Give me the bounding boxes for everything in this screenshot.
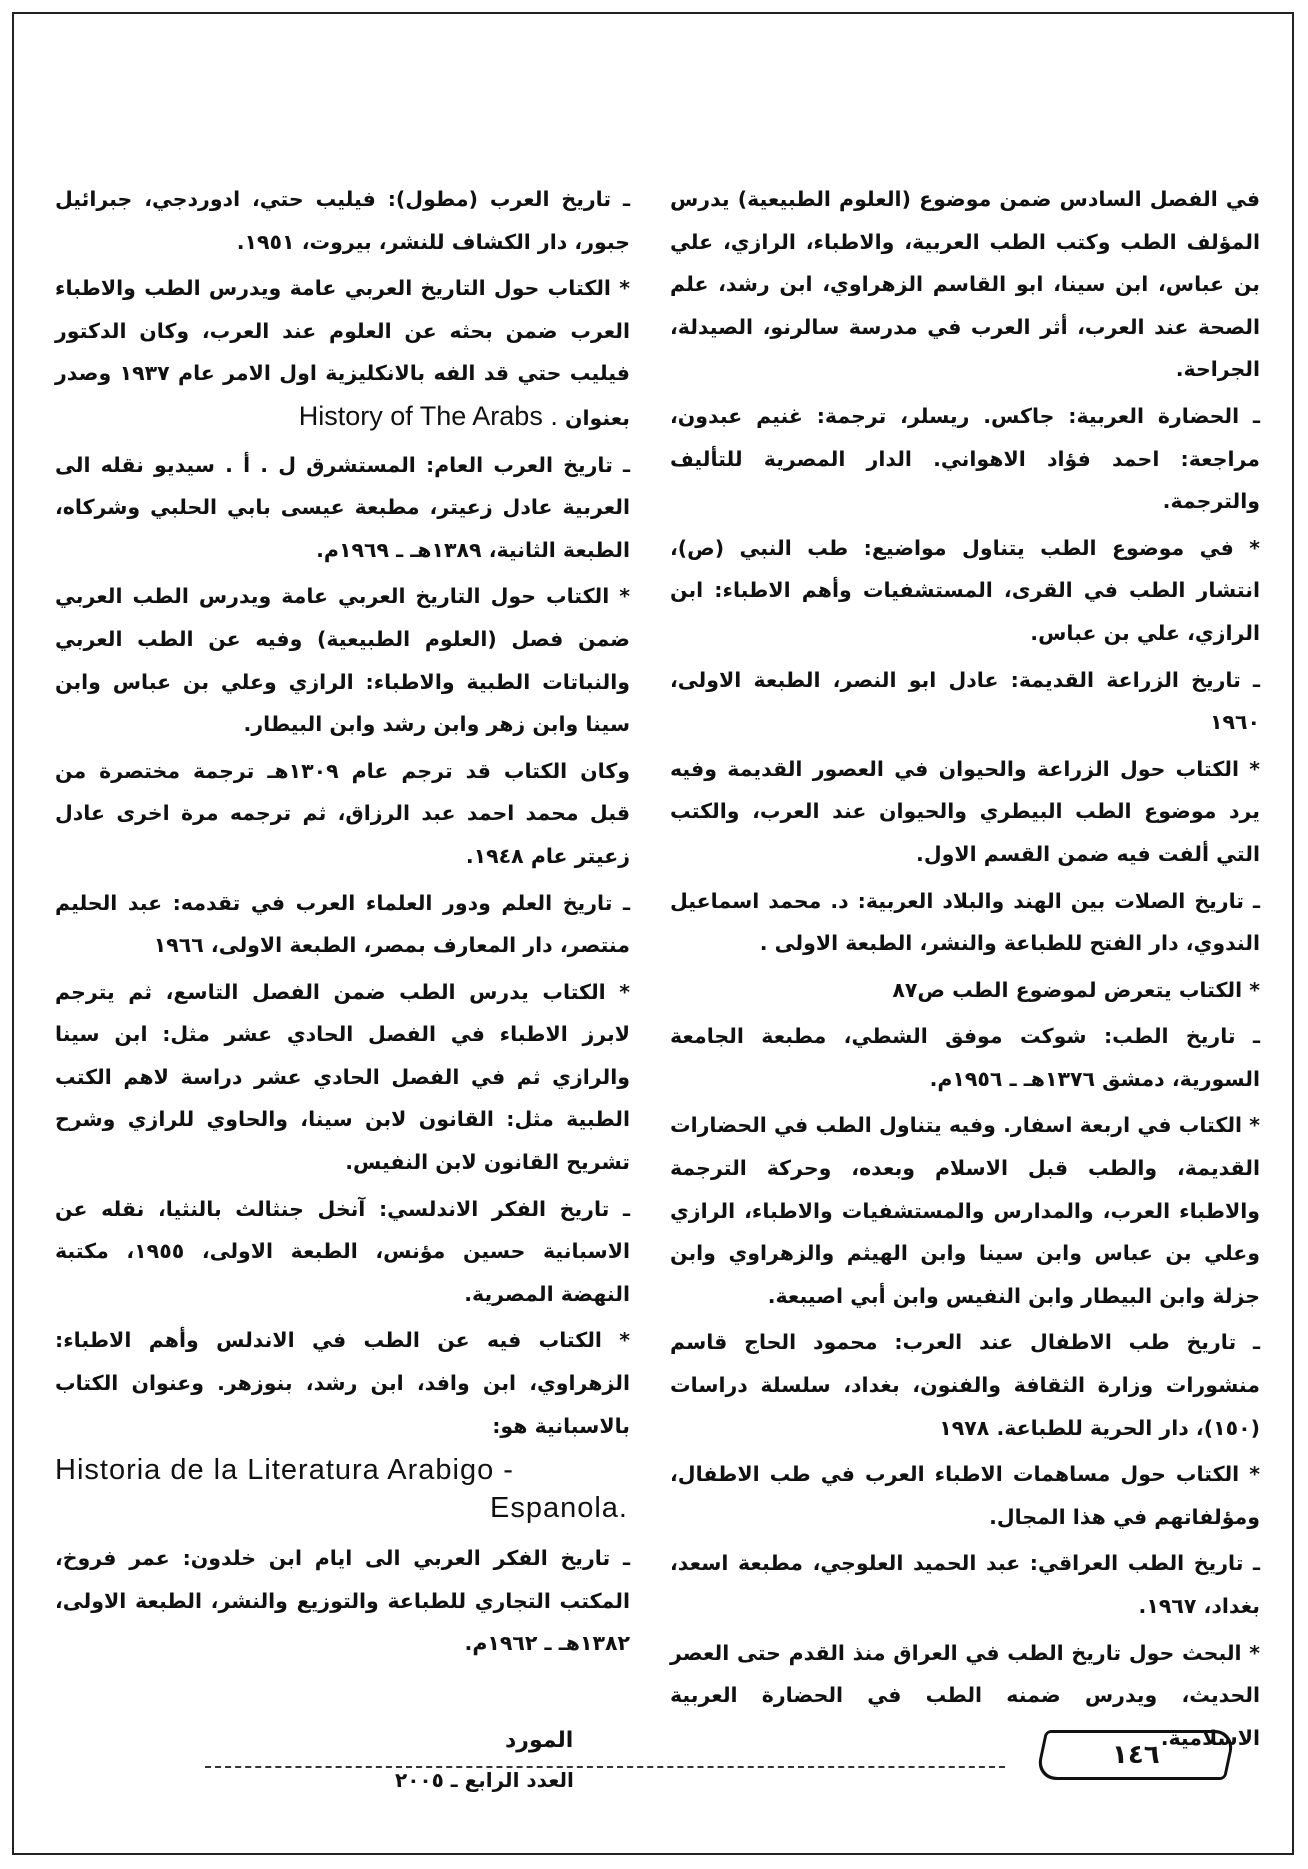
paragraph: في الفصل السادس ضمن موضوع (العلوم الطبيعية) يدرس المؤلف الطب وكتب الطب العربية، والاطباء، الرازي، علي بن عباس، ابن سينا، ابو القاسم الزهراوي، ابن رشد، علم الصحة عند العرب، أثر العرب في مدرسة سالرنو، الصيدلة، الجراحة. (670, 187, 1260, 382)
paragraph: * الكتاب حول التاريخ العربي عامة ويدرس الطب العربي ضمن فصل (العلوم الطبيعية) وفيه عن الطب العربي والنباتات الطبية والاطباء: الرازي وعلي بن عباس وابن سينا وابن زهر وابن رشد وابن البيطار. (55, 584, 630, 737)
paragraph: ـ تاريخ العرب العام: المستشرق ل . أ . سيديو نقله الى العربية عادل زعيتر، مطبعة عيسى بابي الحلبي وشركاه، الطبعة الثانية، ١٣٨٩هـ ـ ١٩٦٩م. (55, 452, 630, 562)
paragraph: * الكتاب حول الزراعة والحيوان في العصور القديمة وفيه يرد موضوع الطب البيطري والحيوان عند العرب، والكتب التي ألفت فيه ضمن القسم الاول. (670, 756, 1260, 866)
magazine-name: المورد (505, 1728, 574, 1753)
paragraph: * في موضوع الطب يتناول مواضيع: طب النبي (ص)، انتشار الطب في القرى، المستشفيات وأهم الاطباء: ابن الرازي، علي بن عباس. (670, 535, 1260, 645)
footer-divider (205, 1766, 1005, 1768)
paragraph: ـ تاريخ الفكر العربي الى ايام ابن خلدون: عمر فروخ، المكتب التجاري للطباعة والتوزيع والنشر، الطبعة الاولى، ١٣٨٢هـ ـ ١٩٦٢م. (55, 1546, 630, 1656)
paragraph: * الكتاب يتعرض لموضوع الطب ص٨٧ (892, 977, 1260, 1002)
page-footer (205, 1728, 1265, 1798)
paragraph: ـ تاريخ طب الاطفال عند العرب: محمود الحاج قاسم منشورات وزارة الثقافة والفنون، بغداد، سلسلة دراسات (١٥٠)، دار الحرية للطباعة. ١٩٧٨ (670, 1330, 1260, 1440)
page-number: ١٤٦ (1111, 1740, 1160, 1770)
paragraph: ـ تاريخ الزراعة القديمة: عادل ابو النصر، الطبعة الاولى، ١٩٦٠ (670, 667, 1260, 735)
paragraph: * الكتاب فيه عن الطب في الاندلس وأهم الاطباء: الزهراوي، ابن وافد، ابن رشد، بنوزهر. وعنوان الكتاب بالاسبانية هو: (55, 1328, 630, 1438)
paragraph: ـ تاريخ الفكر الاندلسي: آنخل جنثالث بالنثيا، نقله عن الاسبانية حسين مؤنس، الطبعة الاولى، ١٩٥٥، مكتبة النهضة المصرية. (55, 1196, 630, 1306)
paragraph: ـ تاريخ العرب (مطول): فيليب حتي، ادوردجي، جبرائيل جبور، دار الكشاف للنشر، بيروت، ١٩٥١. (55, 187, 630, 254)
right-column (670, 178, 1260, 1763)
paragraph: ـ تاريخ العلم ودور العلماء العرب في تقدمه: عبد الحليم منتصر، دار المعارف بمصر، الطبعة الاولى، ١٩٦٦ (55, 890, 630, 958)
page-number-badge (1035, 1730, 1237, 1780)
spanish-title-line: Historia de la Literatura Arabigo - (55, 1454, 514, 1487)
spanish-title-line: Espanola. (490, 1492, 628, 1525)
paragraph: ـ تاريخ الصلات بين الهند والبلاد العربية: د. محمد اسماعيل الندوي، دار الفتح للطباعة والنشر، الطبعة الاولى . (670, 888, 1260, 956)
paragraph: وكان الكتاب قد ترجم عام ١٣٠٩هـ ترجمة مختصرة من قبل محمد احمد عبد الرزاق، ثم ترجمه مرة اخرى عادل زعيتر عام ١٩٤٨. (55, 758, 631, 868)
paragraph: * البحث حول تاريخ الطب في العراق منذ القدم حتى العصر الحديث، ويدرس ضمنه الطب في الحضارة العربية الاسلامية. (670, 1640, 1260, 1750)
paragraph: * الكتاب حول مساهمات الاطباء العرب في طب الاطفال، ومؤلفاتهم في هذا المجال. (670, 1462, 1260, 1529)
book-title-latin: History of The Arabs . (298, 400, 558, 431)
paragraph: * الكتاب في اربعة اسفار. وفيه يتناول الطب في الحضارات القديمة، والطب قبل الاسلام وبعده، وحركة الترجمة والاطباء العرب، والمدارس والمستشفيات والاطباء، الرازي وعلي بن عباس وابن سينا وابن الهيثم والزهراوي وابن جزلة وابن البيطار وابن النفيس وابن أبي اصيبعة. (670, 1113, 1260, 1308)
paragraph: ـ تاريخ الطب العراقي: عبد الحميد العلوجي، مطبعة اسعد، بغداد، ١٩٦٧. (670, 1551, 1260, 1618)
paragraph (55, 267, 630, 439)
paragraph-text: * الكتاب حول التاريخ العربي عامة ويدرس الطب والاطباء العرب ضمن بحثه عن العلوم عند العرب، وكان الدكتور فيليب حتي قد الفه بالانكليزية اول الامر عام ١٩٣٧ وصدر بعنوان (55, 276, 630, 430)
left-column (55, 178, 630, 1669)
paragraph: ـ تاريخ الطب: شوكت موفق الشطي، مطبعة الجامعة السورية، دمشق ١٣٧٦هـ ـ ١٩٥٦م. (670, 1024, 1260, 1091)
spanish-title (55, 1451, 630, 1527)
paragraph: * الكتاب يدرس الطب ضمن الفصل التاسع، ثم يترجم لابرز الاطباء في الفصل الحادي عشر مثل: ابن سينا والرازي ثم في الفصل الحادي عشر دراسة لاهم الكتب الطبية مثل: القانون لابن سينا، والحاوي للرازي وشرح تشريح القانون لابن النفيس. (55, 979, 630, 1175)
paragraph: ـ الحضارة العربية: جاكس. ريسلر، ترجمة: غنيم عبدون، مراجعة: احمد فؤاد الاهواني. الدار المصرية للتأليف والترجمة. (670, 403, 1260, 514)
issue-label: العدد الرابع ـ ٢٠٠٥ (395, 1768, 574, 1792)
